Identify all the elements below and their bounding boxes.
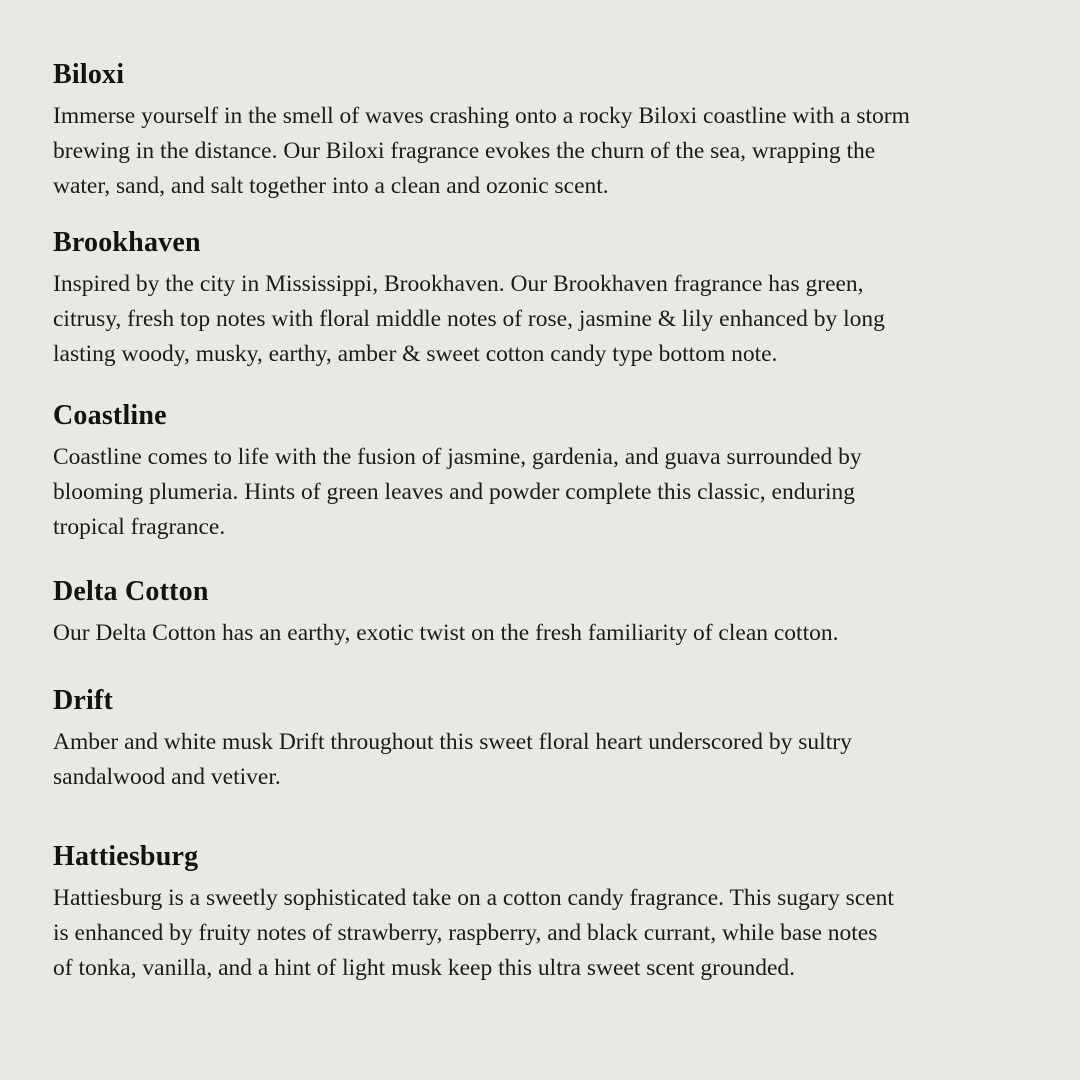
fragrance-title: Brookhaven	[53, 227, 201, 258]
fragrance-description: Immerse yourself in the smell of waves crashing onto a rocky Biloxi coastline with a storm brewing in the distance. Our Biloxi fragrance evokes the churn of the sea, wrapping the water, sand, and salt together into a clean and ozonic scent.	[53, 103, 910, 199]
fragrance-section-delta-cotton	[53, 575, 1040, 651]
fragrance-section-biloxi	[53, 58, 1040, 204]
fragrance-description: Amber and white musk Drift throughout this sweet floral heart underscored by sultry sandalwood and vetiver.	[53, 729, 852, 790]
fragrance-title: Drift	[53, 685, 114, 716]
fragrance-section-drift	[53, 684, 1040, 795]
fragrance-section-hattiesburg	[53, 840, 1040, 986]
fragrance-description: Coastline comes to life with the fusion of jasmine, gardenia, and guava surrounded by blooming plumeria. Hints of green leaves and powder complete this classic, enduring tropical fragrance.	[53, 444, 862, 540]
fragrance-description: Our Delta Cotton has an earthy, exotic twist on the fresh familiarity of clean cotton.	[53, 620, 839, 646]
fragrance-description: Inspired by the city in Mississippi, Brookhaven. Our Brookhaven fragrance has green, citrusy, fresh top notes with floral middle notes of rose, jasmine & lily enhanced by long lasting woody, musky, earthy, amber & sweet cotton candy type bottom note.	[53, 271, 885, 367]
fragrance-title: Coastline	[53, 400, 167, 431]
fragrance-section-coastline	[53, 399, 1040, 545]
fragrance-section-brookhaven	[53, 226, 1040, 372]
fragrance-description: Hattiesburg is a sweetly sophisticated take on a cotton candy fragrance. This sugary scent is enhanced by fruity notes of strawberry, raspberry, and black currant, while base notes of tonka, vanilla, and a hint of light musk keep this ultra sweet scent grounded.	[53, 885, 894, 981]
fragrance-title: Biloxi	[53, 59, 125, 90]
fragrance-title: Delta Cotton	[53, 576, 209, 607]
fragrance-title: Hattiesburg	[53, 841, 199, 872]
